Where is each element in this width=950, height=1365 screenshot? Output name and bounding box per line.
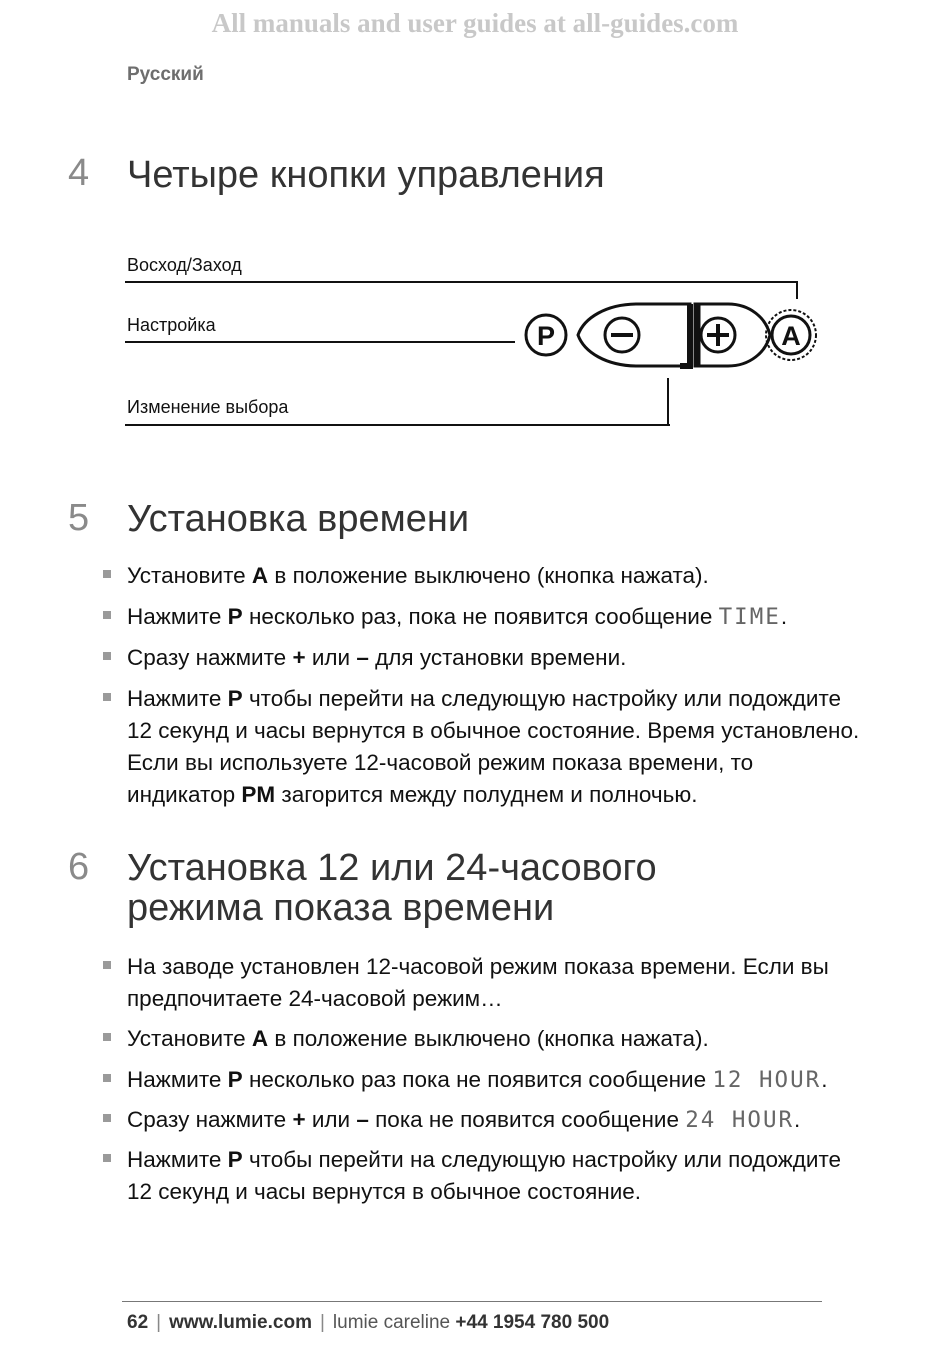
list-item: Нажмите P чтобы перейти на следующую настройку или подождите 12 секунд и часы вернутся в обычное состояние. Время установлено. Если вы используете 12-часовой режим показа времени, то индикатор PM загорится между полуднем и полночью.: [103, 683, 863, 811]
page-number: 62: [127, 1312, 149, 1333]
a-button: [766, 310, 816, 360]
p-button: [526, 315, 566, 355]
p-button-letter: P: [536, 321, 556, 351]
lcd-message-24-hour: 24 HOUR: [685, 1107, 795, 1133]
section-6-title-line-2: режима показа времени: [127, 887, 555, 929]
control-buttons-diagram: [518, 296, 823, 374]
list-item: Нажмите P несколько раз, пока не появится сообщение TIME.: [103, 601, 863, 633]
list-item: Установите A в положение выключено (кнопка нажата).: [103, 560, 863, 592]
footer-divider: [122, 1301, 822, 1302]
list-item: На заводе установлен 12-часовой режим показа времени. Если вы предпочитаете 24-часовой режим…: [103, 951, 863, 1015]
bullet-square-icon: [103, 652, 111, 660]
list-item: Установите A в положение выключено (кнопка нажата).: [103, 1023, 863, 1055]
footer: [127, 1312, 609, 1334]
section-6-title-line-1: Установка 12 или 24-часового: [127, 847, 657, 889]
list-item: Сразу нажмите + или – для установки времени.: [103, 642, 863, 674]
label-change-selection: Изменение выбора: [127, 397, 289, 417]
footer-separator: |: [156, 1312, 162, 1333]
list-item: Нажмите P несколько раз пока не появится сообщение 12 HOUR.: [103, 1064, 863, 1096]
careline-label: lumie careline: [332, 1312, 456, 1333]
leader-line-change: [125, 424, 670, 426]
lcd-message-12-hour: 12 HOUR: [712, 1067, 822, 1093]
minus-button: [578, 304, 690, 366]
section-6-steps: [103, 951, 863, 1208]
section-6-number: 6: [68, 846, 90, 888]
label-setup: Настройка: [127, 315, 216, 335]
footer-separator: |: [319, 1312, 325, 1333]
lcd-message-time: TIME: [718, 604, 781, 630]
section-5-title: Установка времени: [127, 498, 470, 540]
list-item: Нажмите P чтобы перейти на следующую настройку или подождите 12 секунд и часы вернутся в обычное состояние.: [103, 1144, 863, 1208]
bullet-square-icon: [103, 611, 111, 619]
plus-button: [695, 304, 770, 366]
label-sunrise-sunset: Восход/Заход: [127, 255, 242, 275]
leader-line-setup: [125, 341, 515, 343]
careline-phone: +44 1954 780 500: [455, 1312, 610, 1333]
bullet-square-icon: [103, 1114, 111, 1122]
bullet-square-icon: [103, 693, 111, 701]
a-button-letter: A: [781, 321, 801, 351]
bullet-square-icon: [103, 1033, 111, 1041]
bullet-square-icon: [103, 961, 111, 969]
watermark: All manuals and user guides at all-guides.com: [211, 8, 739, 38]
section-5-number: 5: [68, 497, 90, 539]
website-link[interactable]: www.lumie.com: [169, 1312, 312, 1333]
list-item: Сразу нажмите + или – пока не появится сообщение 24 HOUR.: [103, 1104, 863, 1136]
language-label: Русский: [127, 64, 204, 85]
section-4-number: 4: [68, 152, 90, 194]
section-5-steps: [103, 560, 863, 811]
bullet-square-icon: [103, 1074, 111, 1082]
leader-line-change-rise: [667, 378, 669, 426]
section-4-title: Четыре кнопки управления: [127, 154, 605, 196]
leader-line-sunrise: [125, 281, 798, 283]
bullet-square-icon: [103, 1154, 111, 1162]
bullet-square-icon: [103, 570, 111, 578]
